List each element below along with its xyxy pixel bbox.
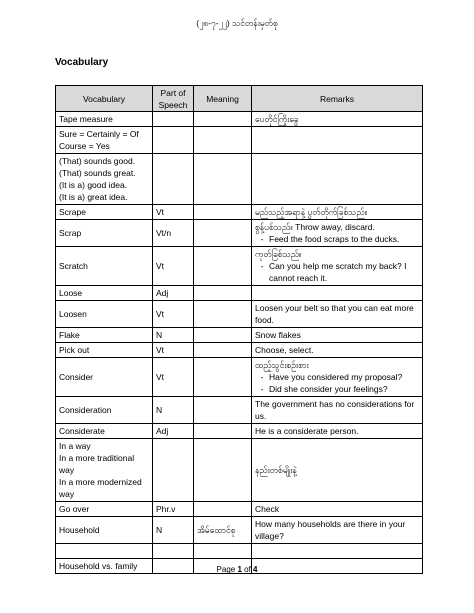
footer-middle: of (241, 565, 254, 574)
column-header: Meaning (194, 86, 252, 112)
table-row (56, 328, 423, 343)
table-row (56, 439, 423, 502)
table-row (56, 397, 423, 424)
remark-line: Snow flakes (255, 330, 301, 340)
vocab-line: Consideration (59, 405, 112, 415)
vocab-line: Pick out (59, 345, 90, 355)
vocab-cell (56, 358, 153, 397)
meaning-cell (194, 127, 252, 154)
footer-prefix: Page (216, 565, 238, 574)
meaning-cell (194, 424, 252, 439)
part-of-speech-cell: Vt (153, 358, 194, 397)
part-of-speech-cell (153, 127, 194, 154)
table-row (56, 343, 423, 358)
remark-line: He is a considerate person. (255, 426, 359, 436)
remarks-cell (252, 154, 423, 205)
vocab-line: Sure = Certainly = Of Course = Yes (59, 129, 139, 151)
table-row (56, 424, 423, 439)
remarks-cell (252, 205, 423, 220)
meaning-cell (194, 220, 252, 247)
part-of-speech-cell: Adj (153, 286, 194, 301)
remark-line: The government has no considerations for us. (255, 399, 415, 421)
remarks-cell (252, 517, 423, 544)
part-of-speech-cell: Vt/n (153, 220, 194, 247)
table-row (56, 286, 423, 301)
vocab-line: Household vs. family (59, 561, 138, 571)
vocab-cell (56, 328, 153, 343)
vocab-cell (56, 517, 153, 544)
meaning-cell (194, 286, 252, 301)
total-page-count: 4 (253, 565, 258, 574)
table-row (56, 301, 423, 328)
remark-text: Did she consider your feelings? (269, 384, 388, 394)
table-row (56, 517, 423, 544)
table-header-row (56, 86, 423, 112)
remark-text: Can you help me scratch my back? I cannot reach it. (269, 261, 407, 283)
table-row (56, 154, 423, 205)
meaning-cell (194, 328, 252, 343)
vocab-cell (56, 343, 153, 358)
part-of-speech-cell (153, 544, 194, 559)
vocab-cell (56, 286, 153, 301)
vocab-line: Scrap (59, 228, 82, 238)
vocab-cell (56, 301, 153, 328)
remarks-cell (252, 358, 423, 397)
remarks-cell (252, 424, 423, 439)
remark-line: How many households are there in your village? (255, 519, 406, 541)
vocab-cell (56, 397, 153, 424)
vocab-line: Tape measure (59, 114, 113, 124)
column-header: Part of Speech (153, 86, 194, 112)
remarks-cell (252, 343, 423, 358)
part-of-speech-cell (153, 112, 194, 127)
vocab-line: Scrape (59, 207, 86, 217)
part-of-speech-cell: N (153, 328, 194, 343)
meaning-cell (194, 544, 252, 559)
remarks-cell (252, 220, 423, 247)
remark-bullet: - Did she consider your feelings? (255, 383, 419, 395)
meaning-cell (194, 439, 252, 502)
vocab-line: In a more modernized way (59, 477, 142, 499)
remarks-cell (252, 439, 423, 502)
part-of-speech-cell: Vt (153, 301, 194, 328)
vocab-cell (56, 502, 153, 517)
table-row (56, 205, 423, 220)
meaning-cell (194, 112, 252, 127)
vocab-cell (56, 247, 153, 286)
part-of-speech-cell: Vt (153, 343, 194, 358)
remarks-cell (252, 247, 423, 286)
remarks-cell (252, 328, 423, 343)
vocab-line: Considerate (59, 426, 105, 436)
meaning-cell (194, 205, 252, 220)
meaning-cell: အိမ်ထောင်စု (194, 517, 252, 544)
remark-line: မည်သည့်အရာနဲ့ ပွတ်တိုက်ခြစ်သည်။ (255, 207, 368, 217)
remarks-cell (252, 397, 423, 424)
table-row (56, 358, 423, 397)
remarks-cell (252, 544, 423, 559)
vocab-cell (56, 205, 153, 220)
part-of-speech-cell: N (153, 517, 194, 544)
meaning-cell (194, 301, 252, 328)
part-of-speech-cell (153, 154, 194, 205)
table-row (56, 127, 423, 154)
current-page-number: 1 (237, 565, 242, 574)
vocab-cell (56, 544, 153, 559)
vocab-line: (It is a) good idea. (59, 180, 128, 190)
column-header: Remarks (252, 86, 423, 112)
part-of-speech-cell (153, 439, 194, 502)
remark-line: Check (255, 504, 280, 514)
page-header-date: (၂၈-၇-၂၂) သင်တန်းမှတ်စု (196, 18, 278, 28)
vocab-line: Loose (59, 288, 83, 298)
table-row (56, 220, 423, 247)
vocabulary-table (55, 85, 423, 574)
remarks-cell (252, 502, 423, 517)
vocab-line: Household (59, 525, 100, 535)
part-of-speech-cell: Phr.v (153, 502, 194, 517)
remark-text: Feed the food scraps to the ducks. (269, 234, 400, 244)
vocab-line: Consider (59, 372, 94, 382)
column-header: Vocabulary (56, 86, 153, 112)
vocab-cell (56, 127, 153, 154)
vocab-line: (That) sounds great. (59, 168, 136, 178)
part-of-speech-cell: Adj (153, 424, 194, 439)
vocab-cell (56, 112, 153, 127)
part-of-speech-cell: Vt (153, 205, 194, 220)
remark-line: နည်းတစ်မျိုးနဲ့ (255, 465, 297, 475)
table-row (56, 112, 423, 127)
page-footer (0, 565, 474, 574)
vocab-cell (56, 439, 153, 502)
meaning-cell (194, 247, 252, 286)
vocab-cell (56, 220, 153, 247)
meaning-cell (194, 502, 252, 517)
vocab-line: Loosen (59, 309, 87, 319)
remark-bullet: - Have you considered my proposal? (255, 371, 419, 383)
vocab-line: In a way (59, 441, 91, 451)
vocab-cell (56, 154, 153, 205)
table-row (56, 502, 423, 517)
remark-line: ပေတိုင်ကြိုးခွေ (255, 114, 299, 124)
remark-line: ကုတ်ခြစ်သည်။ (255, 249, 302, 259)
vocab-line: (That) sounds good. (59, 156, 136, 166)
vocab-line: Scratch (59, 261, 88, 271)
remark-line: စွန့်ပစ်သည်။ Throw away, discard. (255, 222, 375, 232)
part-of-speech-cell: Vt (153, 247, 194, 286)
remarks-cell (252, 301, 423, 328)
remark-line: Loosen your belt so that you can eat more food. (255, 303, 414, 325)
remark-text: Have you considered my proposal? (269, 372, 403, 382)
part-of-speech-cell: N (153, 397, 194, 424)
remark-line: ထည့်သွင်းစဉ်းစား (255, 360, 309, 370)
meaning-cell (194, 358, 252, 397)
meaning-cell (194, 154, 252, 205)
vocab-line: (It is a) great idea. (59, 192, 128, 202)
remarks-cell (252, 286, 423, 301)
section-heading: Vocabulary (55, 57, 109, 68)
vocab-line: Flake (59, 330, 80, 340)
table-row (56, 544, 423, 559)
remarks-cell (252, 127, 423, 154)
vocab-cell (56, 424, 153, 439)
table-row (56, 247, 423, 286)
remark-bullet: - Feed the food scraps to the ducks. (255, 233, 419, 245)
meaning-cell (194, 343, 252, 358)
remark-line: Choose, select. (255, 345, 314, 355)
vocab-line: Go over (59, 504, 90, 514)
vocab-line: In a more traditional way (59, 453, 135, 475)
remark-bullet: - Can you help me scratch my back? I cannot reach it. (255, 260, 419, 284)
remarks-cell (252, 112, 423, 127)
meaning-cell (194, 397, 252, 424)
